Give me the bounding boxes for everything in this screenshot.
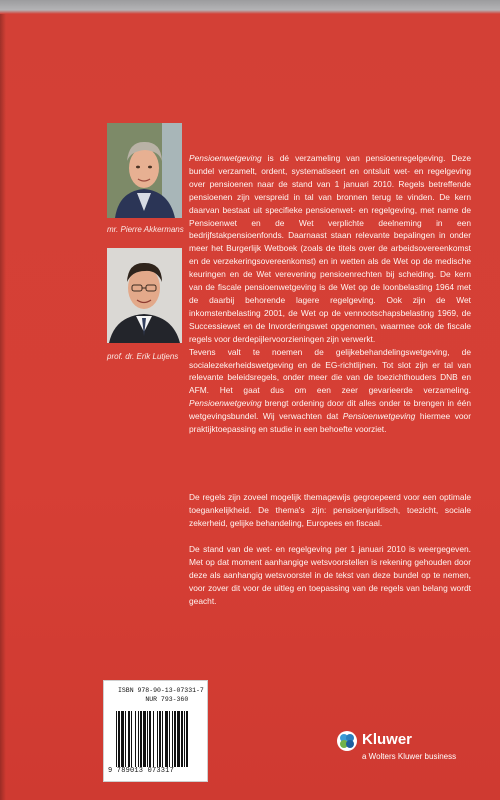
- paragraph-text: hiermee voor praktijktoepassing en studie in een behoefte voorziet.: [189, 411, 472, 435]
- publisher-name: Kluwer: [362, 731, 413, 748]
- barcode-digits: 9 789013 073317: [108, 767, 175, 775]
- nur-code: NUR 793-360: [145, 696, 189, 703]
- book-title-emphasis: Pensioenwetgeving: [189, 153, 262, 163]
- author-caption: prof. dr. Erik Lutjens: [107, 352, 179, 361]
- author-photo-lutjens: [107, 248, 182, 343]
- book-title-emphasis: Pensioenwetgeving: [189, 398, 262, 409]
- isbn-text: [118, 686, 204, 704]
- status-paragraph: De stand van de wet- en regelgeving per 1 januari 2010 is weergegeven. Met op dat moment aanhangige wetsvoorstellen is rekening gehouden door deze als aanhangig wetsvoorstel in de tekst van deze bundel op te nemen, voor zover dit voor de uitleg en toepassing van de regels van belang wordt geacht.: [189, 544, 471, 606]
- paragraph-text: brengt ordening door dit alles onder te brengen in één wetgevingsbundel. Wij verwachten dat: [189, 398, 471, 422]
- kluwer-logo-icon: [336, 730, 358, 752]
- barcode: [116, 711, 198, 767]
- description-paragraph: [189, 152, 471, 436]
- isbn-number: ISBN 978-90-13-07331-7: [118, 687, 204, 694]
- paragraph-text: is dé verzameling van pensioenregelgeving. Deze bundel verzamelt, ordent, systematiseert en ontsluit wet- en regelgeving over pensioenen naar de stand van 1 januari 2010. Regels betreffende pensioenen zijn verspreid in tal van bronnen terug te vinden. De kern daarvan bestaat uit specifieke pensioenwet- en regelgeving, met name de Pensioenwet en de Wet verplichte deelneming in een bedrijfstakpensioenfonds. Daarnaast staan relevante bepalingen in onder meer het Burgerlijk Wetboek (zoals de titels over de arbeidsovereenkomst en de verzekeringsovereenkomst) en in wetten als de Wet op de medische keuringen en de Wet verevening pensioenrechten bij scheiding. De kern van de fiscale pensioenwetgeving is de Wet op de loonbelasting 1964 met de daarbij behorende lagere regelgeving. Ook zijn de Wet inkomstenbelasting 2001, de Wet op de vennootschapsbelasting 1969, de Successiewet en de Invorderingswet opgenomen, waarmee ook de fiscale regels voor derdepijlervoorzieningen zijn verwerkt.: [189, 153, 471, 344]
- book-title-emphasis: Pensioenwetgeving: [342, 411, 416, 422]
- author-photo-akkermans: [107, 123, 182, 218]
- isbn-barcode-block: [103, 680, 208, 782]
- author-caption: mr. Pierre Akkermans: [107, 225, 184, 234]
- publisher-tagline: a Wolters Kluwer business: [362, 752, 457, 761]
- themes-paragraph: De regels zijn zoveel mogelijk themagewijs gegroepeerd voor een optimale toegankelijkheid. De thema's zijn: pensioenjuridisch, toezicht, sociale zekerheid, gelijke behandeling, Europees en fiscaal.: [189, 492, 471, 528]
- paragraph-text: Tevens valt te noemen de gelijkebehandelingswetgeving, de socialezekerheidswetgeving en de EG-richtlijnen. Tot slot zijn er tal van relevante beleidsregels, onder meer die van de toezichthouders DNB en AFM. Het gaat dus om een zeer gevarieerde verzameling.: [189, 346, 471, 396]
